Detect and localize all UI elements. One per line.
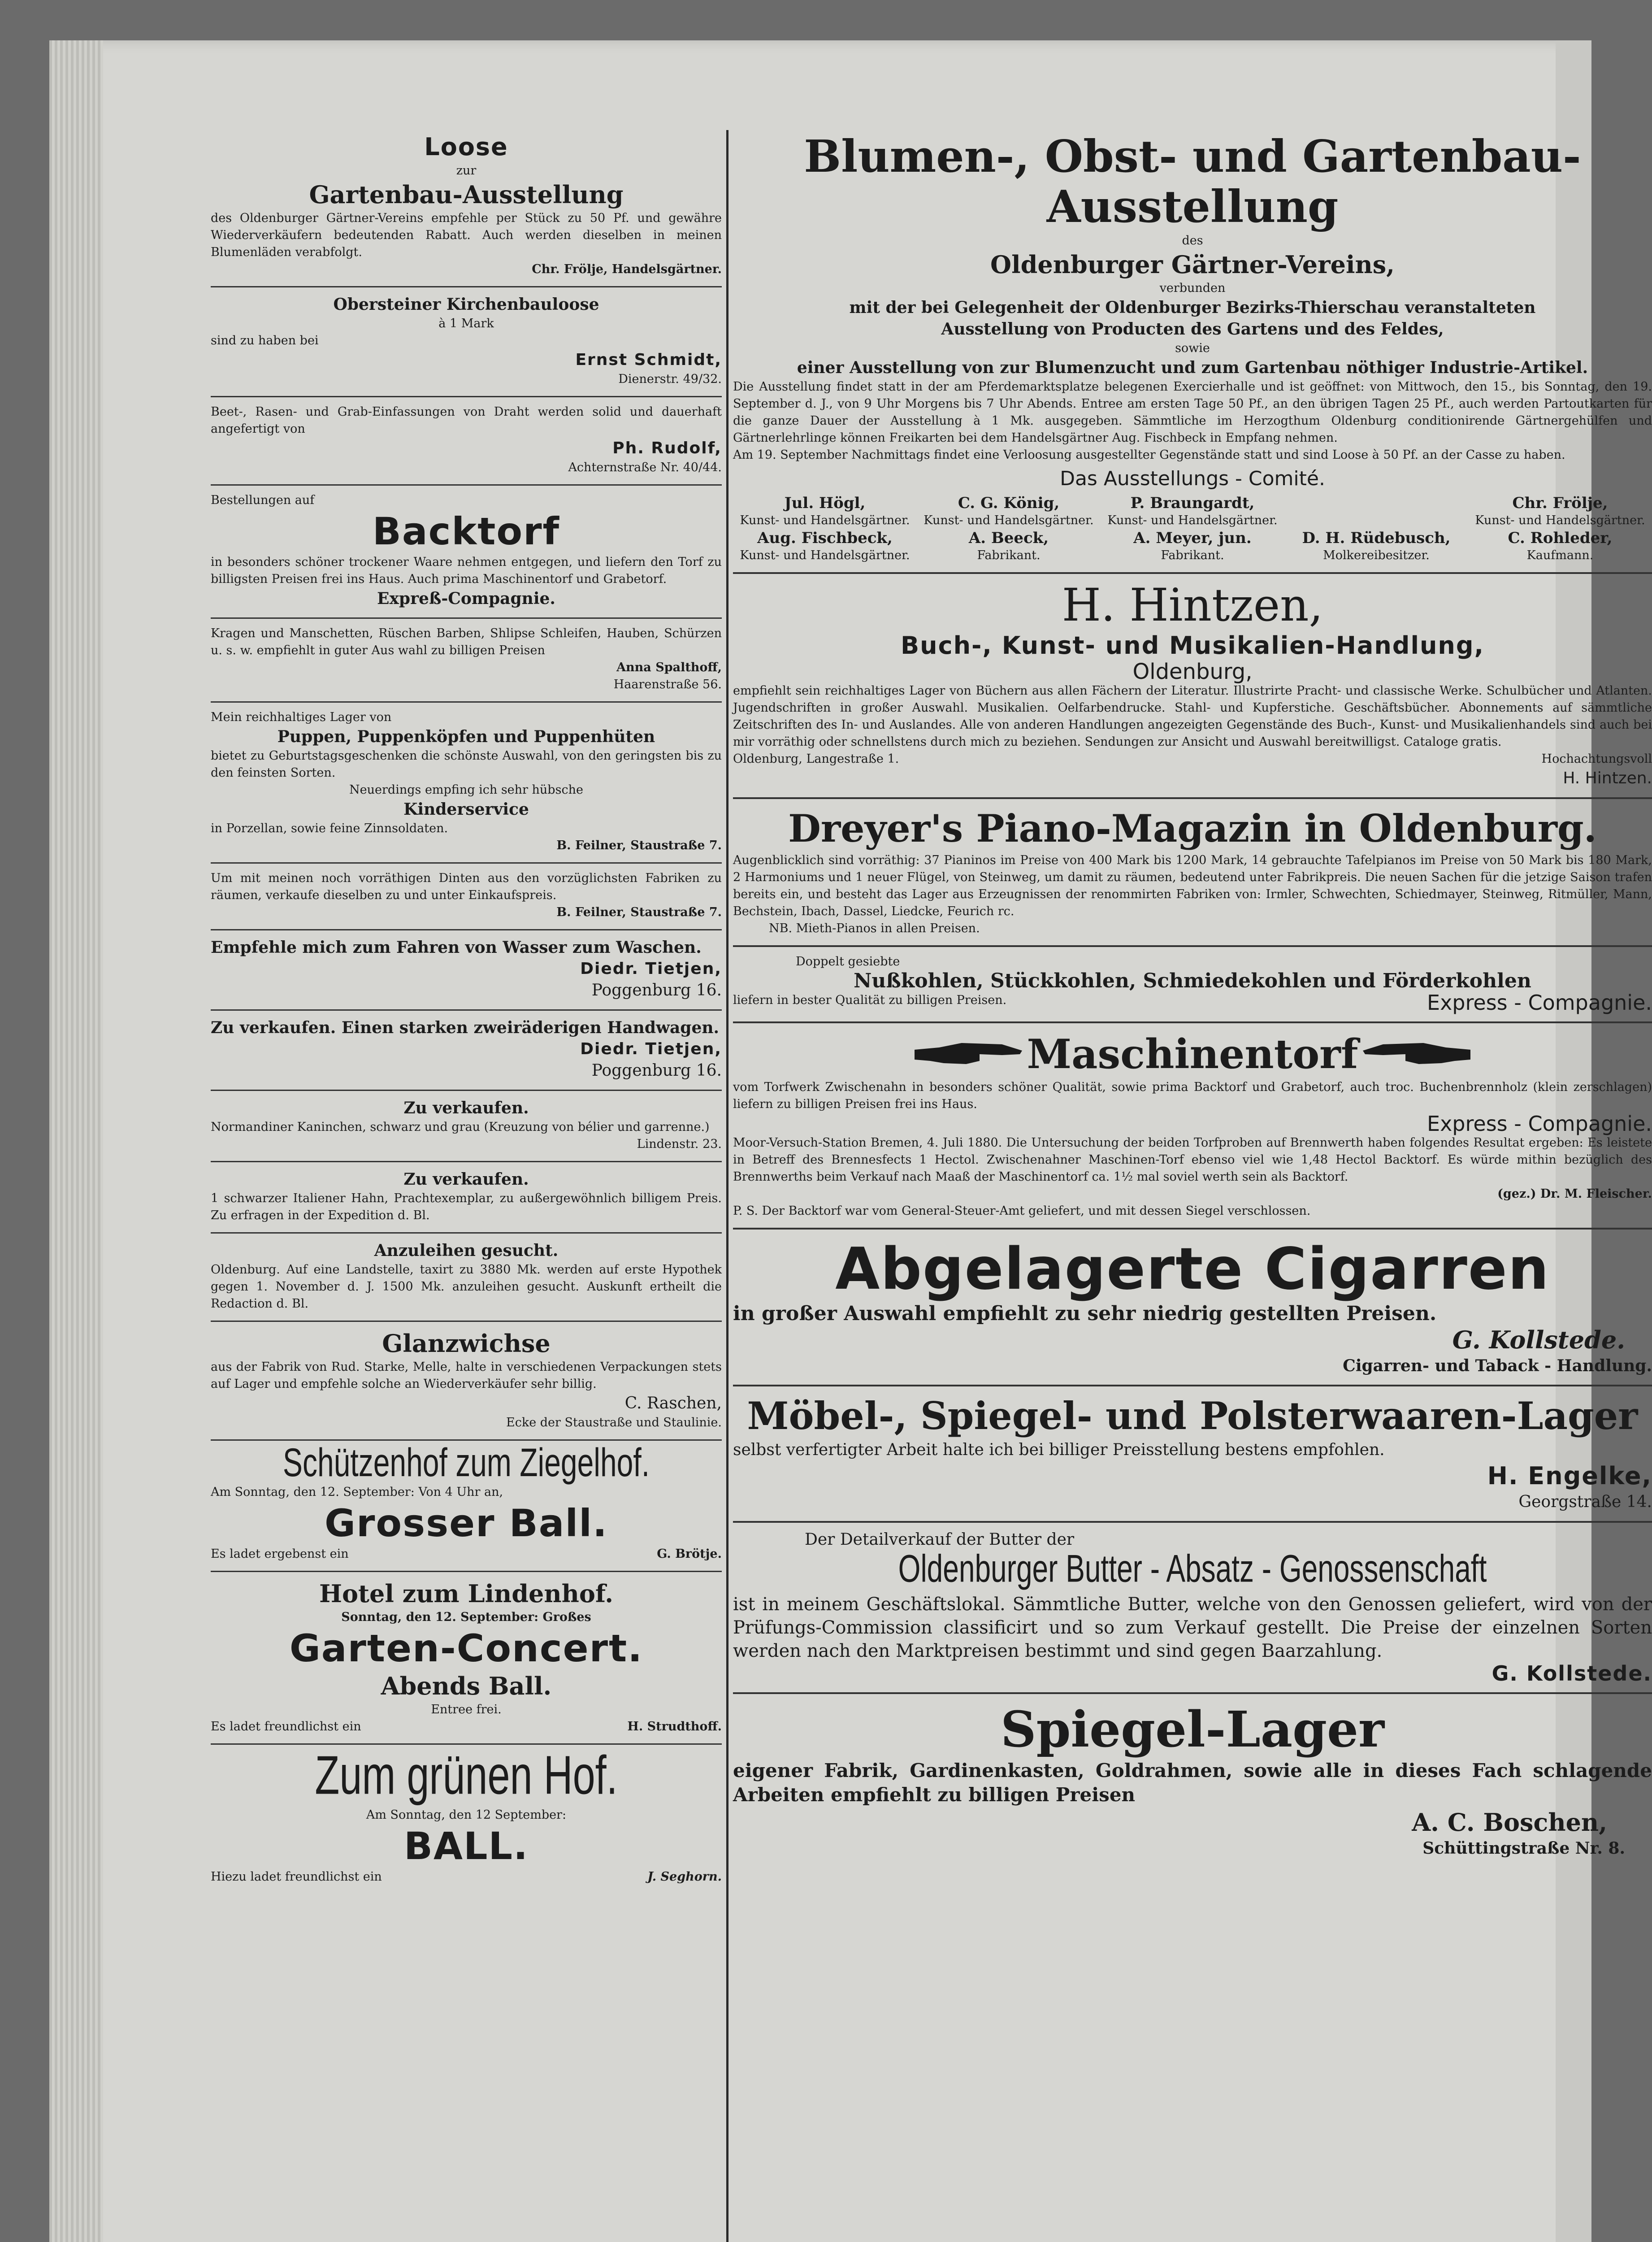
ad-name: Ph. Rudolf,	[612, 439, 722, 457]
ad-title: Anzuleihen gesucht.	[374, 1241, 559, 1260]
ad-text: Bestellungen auf	[211, 493, 315, 507]
member: P. Braungardt, Kunst- und Handelsgärtner.	[1107, 494, 1278, 527]
ad-footer-row	[211, 1868, 722, 1886]
ad-text: Sonntag, den 12. September: Großes	[341, 1610, 591, 1624]
ad-title: Zu verkaufen.	[403, 1170, 529, 1189]
ad-body: Zu verkaufen. Einen starken zweiräderigen Handwagen.	[211, 1018, 720, 1037]
ad-name: Diedr. Tietjen,	[580, 960, 722, 978]
ad-title: Blumen-, Obst- und Gartenbau-Ausstellung	[804, 131, 1581, 233]
ad-signature: G. Kollstede.	[1492, 1661, 1652, 1686]
ad-title: Glanzwichse	[382, 1329, 551, 1358]
ad-text: mit der bei Gelegenheit der Oldenburger Bezirks-Thierschau veranstalteten	[849, 298, 1536, 317]
member: D. H. Rüdebusch, Molkereibesitzer.	[1302, 529, 1451, 562]
ad-lindenhof	[211, 1572, 722, 1745]
ad-text: Der Detailverkauf der Butter der	[805, 1530, 1075, 1549]
ad-text: Am Sonntag, den 12. September: Von 4 Uhr an,	[211, 1485, 503, 1499]
ad-body: Empfehle mich zum Fahren von Wasser zum Waschen.	[211, 938, 702, 957]
ad-puppen	[211, 703, 722, 864]
ad-footer-row	[733, 751, 1652, 768]
ad-name: Ernst Schmidt,	[575, 351, 722, 369]
ad-text: zur	[456, 164, 477, 178]
ad-butter	[733, 1523, 1652, 1694]
pointing-hand-icon	[912, 1036, 1024, 1072]
ad-subtitle: Buch-, Kunst- und Musikalien-Handlung,	[900, 631, 1485, 660]
ad-title: Loose	[424, 133, 508, 161]
member: Chr. Frölje, Kunst- und Handelsgärtner.	[1475, 494, 1645, 527]
ad-maschinentorf	[733, 1023, 1652, 1230]
ad-signature: Express - Compagnie.	[1427, 1112, 1652, 1136]
ad-text: Doppelt gesiebte	[796, 955, 900, 969]
ad-body: Kragen und Manschetten, Rüschen Barben, Shlipse Schleifen, Hauben, Schürzen u. s. w. empfiehlt in guter Aus wahl zu billigen Preisen	[211, 626, 722, 657]
ad-title: H. Hintzen,	[1062, 579, 1323, 631]
ad-moebel	[733, 1386, 1652, 1523]
ad-text: Ausstellung von Producten des Gartens und des Feldes,	[941, 320, 1444, 339]
ad-title: Hotel zum Lindenhof.	[319, 1579, 613, 1608]
ad-obersteiner	[211, 287, 722, 397]
ad-text: in Porzellan, sowie feine Zinnsoldaten.	[211, 821, 448, 835]
ad-text: Am Sonntag, den 12 September:	[366, 1808, 567, 1822]
ad-text: Entree frei.	[431, 1703, 502, 1716]
ad-text: à 1 Mark	[438, 317, 494, 330]
ad-heading: Gartenbau-Ausstellung	[309, 180, 624, 209]
ad-wasser	[211, 930, 722, 1011]
ad-signature: J. Seghorn.	[647, 1870, 722, 1884]
ad-body: ist in meinem Geschäftslokal. Sämmtliche Butter, welche von den Genossen geliefert, wird von der Prüfungs-Commission classificirt und so zum Verkauf gestellt. Die Preise der einzelnen Sorten werden nach den Marktpreisen bestimmt und sind gegen Baarzahlung.	[733, 1594, 1652, 1661]
ad-invite: Es ladet freundlichst ein	[211, 1720, 361, 1734]
ad-ausstellung	[733, 126, 1652, 574]
ad-backtorf	[211, 486, 722, 619]
ad-text: sind zu haben bei	[211, 334, 319, 348]
ad-comite: Das Ausstellungs - Comité.	[1060, 467, 1325, 490]
ad-text: sowie	[1175, 341, 1210, 355]
ad-body: empfiehlt sein reichhaltiges Lager von Büchern aus allen Fächern der Literatur. Illustrirte Pracht- und classische Werke. Schulbücher und Atlanten. Jugendschriften in großer Auswahl. Musikalien. Oelfarbendrucke. Stahl- und Kupferstiche. Geschäftsbücher. Abonnements auf sämmtliche Zeitschriften des In- und Auslandes. Alle von anderen Handlungen angezeigten Gegenstände des Buch-, Kunst- und Musikalienhandels sind auch bei mir vorräthig oder schnellstens durch mich zu beziehen. Sendungen zur Ansicht und Auswahl bereitwilligst. Cataloge gratis.	[733, 684, 1652, 749]
ad-address: Georgstraße 14.	[1518, 1493, 1652, 1511]
ad-footer-row	[733, 992, 1652, 1013]
ad-title: Oldenburger Butter - Absatz - Genossenschaft	[898, 1547, 1487, 1590]
ad-signature: Chr. Frölje, Handelsgärtner.	[532, 262, 722, 276]
ad-title: Nußkohlen, Stückkohlen, Schmiedekohlen und Förderkohlen	[854, 969, 1531, 992]
ad-body: Beet-, Rasen- und Grab-Einfassungen von Draht werden solid und dauerhaft angefertigt von	[211, 405, 722, 436]
ad-address: Poggenburg 16.	[591, 1061, 722, 1080]
ad-body: bietet zu Geburtstagsgeschenken die schönste Auswahl, von den geringsten bis zu den feinsten Sorten.	[211, 749, 722, 780]
ad-footer-row	[211, 1546, 722, 1563]
ad-cigarren	[733, 1230, 1652, 1386]
ad-title-row	[733, 1030, 1652, 1079]
ad-body: 1 schwarzer Italiener Hahn, Prachtexemplar, zu außergewöhnlich billigem Preis. Zu erfragen in der Expedition d. Bl.	[211, 1191, 722, 1222]
ad-hintzen	[733, 574, 1652, 799]
ad-name: Diedr. Tietjen,	[580, 1040, 722, 1058]
pointing-hand-icon	[1361, 1036, 1473, 1072]
ad-note: P. S. Der Backtorf war vom General-Steuer-Amt geliefert, und mit dessen Siegel verschlossen.	[733, 1204, 1311, 1218]
ad-address: Schüttingstraße Nr. 8.	[1422, 1839, 1625, 1858]
ad-address: Dienerstr. 49/32.	[618, 372, 722, 386]
ad-text: Mein reichhaltiges Lager von	[211, 710, 392, 724]
ad-name: G. Kollstede.	[1452, 1325, 1625, 1354]
ad-body: Augenblicklich sind vorräthig: 37 Pianinos im Preise von 400 Mark bis 1200 Mark, 14 gebrauchte Tafelpianos im Preise von 50 Mark bis 180 Mark, 2 Harmoniums und 1 neuer Flügel, von Steinweg, um damit zu räumen, bedeutend unter Fabrikpreis. Die neuen Sachen für die jetzige Saison trafen bereits ein, und besteht das Lager aus Erzeugnissen der renommirten Fabriken von: Irmler, Schwechten, Schiedmayer, Steinweg, Ritmüller, Mann, Bechstein, Ibach, Dassel, Liedcke, Feurich rc.	[733, 853, 1652, 918]
ad-note: NB. Mieth-Pianos in allen Preisen.	[769, 921, 980, 935]
member	[1284, 494, 1468, 529]
ad-name: C. Raschen,	[624, 1394, 722, 1412]
ad-glanzwichse	[211, 1322, 722, 1441]
ad-subtitle: Cigarren- und Taback - Handlung.	[1343, 1356, 1652, 1375]
ad-body: selbst verfertigter Arbeit halte ich bei billiger Preisstellung bestens empfohlen.	[733, 1441, 1385, 1459]
comite-members	[733, 494, 1652, 564]
ad-event: BALL.	[404, 1824, 529, 1868]
ad-title: Schützenhof zum Ziegelhof.	[282, 1440, 650, 1485]
ad-body: Am 19. September Nachmittags findet eine Verloosung ausgestellter Gegenstände statt und sind Loose à 50 Pf. an der Casse zu haben.	[733, 448, 1565, 462]
ad-title: Zum grünen Hof.	[315, 1745, 618, 1806]
member: A. Meyer, jun. Fabrikant.	[1133, 529, 1252, 562]
member: C. G. König, Kunst- und Handelsgärtner.	[924, 494, 1094, 527]
ad-body: Normandiner Kaninchen, schwarz und grau (Kreuzung von bélier und garrenne.)	[211, 1120, 710, 1134]
ad-body: liefern in bester Qualität zu billigen Preisen.	[733, 993, 1007, 1007]
ad-gruener-hof	[211, 1745, 722, 1894]
ad-title: Puppen, Puppenköpfen und Puppenhüten	[277, 727, 655, 746]
page-binding	[49, 40, 103, 2242]
right-column	[733, 126, 1652, 1867]
ad-text: Oldenburg,	[1132, 659, 1253, 684]
ad-title: Maschinentorf	[1027, 1030, 1358, 1078]
ad-name: A. C. Boschen,	[1412, 1808, 1607, 1837]
ad-address: Lindenstr. 23.	[637, 1137, 722, 1151]
ad-report: Moor-Versuch-Station Bremen, 4. Juli 1880. Die Untersuchung der beiden Torfproben auf Brennwerth haben folgendes Resultat ergeben: Es leistete in Betreff des Brennesfects 1 Hectol. Zwischenahner Maschinen-Torf ebenso viel wie 1,48 Hectol Backtorf. Es würde mithin bezüglich des Brennwerths beim Verkauf nach Maaß der Maschinentorf ca. 1½ mal soviel werth sein als Backtorf.	[733, 1136, 1652, 1184]
ad-footer-row	[211, 1718, 722, 1735]
ad-signature: H. Hintzen.	[1563, 769, 1652, 787]
ad-address: Achternstraße Nr. 40/44.	[568, 461, 722, 474]
ad-greeting: Hochachtungsvoll	[1541, 752, 1652, 766]
ad-spiegel	[733, 1694, 1652, 1867]
ad-event: Grosser Ball.	[325, 1501, 608, 1545]
column-divider	[726, 130, 728, 2242]
ad-kaninchen	[211, 1091, 722, 1162]
ad-title: Obersteiner Kirchenbauloose	[333, 295, 599, 314]
ad-address: Ecke der Staustraße und Staulinie.	[506, 1416, 722, 1429]
ad-text: des	[1182, 234, 1203, 248]
ad-event: Abends Ball.	[381, 1672, 552, 1700]
ad-title: Kinderservice	[403, 800, 529, 819]
ad-hahn	[211, 1162, 722, 1234]
ad-body: Die Ausstellung findet statt in der am Pferdemarktsplatze belegenen Exercierhalle und ist geöffnet: von Mittwoch, den 15., bis Sonntag, den 19. September d. J., von 9 Uhr Morgens bis 7 Uhr Abends. Entree am ersten Tage 50 Pf., an den übrigen Tagen 25 Pf., auch werden Partoutkarten für die ganze Dauer der Ausstellung à 1 Mk. ausgegeben. Sämmtliche im Herzogthum Oldenburg conditionirende Gärtnergehülfen und Gärtnerlehrlinge können Freikarten bei dem Handelsgärtner Aug. Fischbeck in Empfang nehmen.	[733, 380, 1652, 445]
ad-dreyer	[733, 799, 1652, 947]
ad-signature: H. Strudthoff.	[627, 1720, 722, 1734]
ad-body: vom Torfwerk Zwischenahn in besonders schöner Qualität, sowie prima Backtorf und Grabetorf, auch troc. Buchenbrennholz (klein zerschlagen) liefern zu billigen Preisen frei ins Haus.	[733, 1080, 1652, 1111]
ad-invite: Es ladet ergebenst ein	[211, 1547, 349, 1561]
ad-anzuleihen	[211, 1234, 722, 1322]
ad-event: Garten-Concert.	[289, 1626, 643, 1670]
ad-body: Oldenburg. Auf eine Landstelle, taxirt zu 3880 Mk. werden auf erste Hypothek gegen 1. November d. J. 1500 Mk. anzuleihen gesucht. Auskunft ertheilt die Redaction d. Bl.	[211, 1263, 722, 1311]
ad-heading: Oldenburger Gärtner-Vereins,	[990, 250, 1395, 279]
member: Aug. Fischbeck, Kunst- und Handelsgärtner.	[740, 529, 910, 562]
ad-title: Spiegel-Lager	[1001, 1700, 1384, 1758]
ad-signature: B. Feilner, Staustraße 7.	[556, 905, 722, 919]
ad-title: Dreyer's Piano-Magazin in Oldenburg.	[788, 806, 1597, 851]
ad-text: verbunden	[1159, 281, 1226, 295]
ad-address: Haarenstraße 56.	[613, 678, 722, 691]
ad-title: Zu verkaufen.	[403, 1099, 529, 1117]
ad-body: eigener Fabrik, Gardinenkasten, Goldrahmen, sowie alle in dieses Fach schlagende Arbeiten empfiehlt zu billigen Preisen	[733, 1760, 1652, 1806]
ad-body: aus der Fabrik von Rud. Starke, Melle, halte in verschiedenen Verpackungen stets auf Lager und empfehle solche an Wiederverkäufer sehr billig.	[211, 1360, 722, 1391]
ad-name: H. Engelke,	[1487, 1462, 1652, 1490]
ad-title: Abgelagerte Cigarren	[835, 1236, 1550, 1303]
ad-name: Anna Spalthoff,	[616, 660, 722, 674]
ad-dinten	[211, 864, 722, 930]
ad-kragen	[211, 619, 722, 703]
ad-title: Möbel-, Spiegel- und Polsterwaaren-Lager	[747, 1394, 1638, 1438]
left-column	[211, 126, 722, 1894]
ad-handwagen	[211, 1011, 722, 1091]
ad-text: Neuerdings empfing ich sehr hübsche	[349, 783, 583, 797]
ad-title: Backtorf	[372, 509, 560, 553]
ad-body: in großer Auswahl empfiehlt zu sehr niedrig gestellten Preisen.	[733, 1302, 1437, 1325]
ad-invite: Hiezu ladet freundlichst ein	[211, 1870, 382, 1884]
ad-loose	[211, 126, 722, 287]
ad-body: des Oldenburger Gärtner-Vereins empfehle per Stück zu 50 Pf. und gewähre Wiederverkäufern bedeutenden Rabatt. Auch werden dieselben in meinen Blumenläden verabfolgt.	[211, 211, 722, 259]
ad-signature: (gez.) Dr. M. Fleischer.	[1497, 1187, 1652, 1201]
member: C. Rohleder, Kaufmann.	[1508, 529, 1613, 562]
ad-signature: Expreß-Compagnie.	[377, 589, 555, 608]
ad-signature: G. Brötje.	[657, 1547, 722, 1561]
ad-kohlen	[733, 947, 1652, 1023]
ad-address: Poggenburg 16.	[591, 981, 722, 999]
ad-einfassungen	[211, 397, 722, 486]
member: A. Beeck, Fabrikant.	[968, 529, 1049, 562]
ad-text: einer Ausstellung von zur Blumenzucht und zum Gartenbau nöthiger Industrie-Artikel.	[797, 358, 1588, 377]
ad-body: Um mit meinen noch vorräthigen Dinten aus den vorzüglichsten Fabriken zu räumen, verkaufe dieselben zu und unter Einkaufspreis.	[211, 871, 722, 902]
member: Jul. Högl, Kunst- und Handelsgärtner.	[740, 494, 910, 527]
ad-body: in besonders schöner trockener Waare nehmen entgegen, und liefern den Torf zu billigsten Preisen frei ins Haus. Auch prima Maschinentorf und Grabetorf.	[211, 555, 722, 586]
ad-signature: Express - Compagnie.	[1427, 991, 1652, 1015]
ad-place: Oldenburg, Langestraße 1.	[733, 752, 899, 766]
newspaper-page	[49, 40, 1652, 2242]
ad-schuetzenhof	[211, 1441, 722, 1572]
ad-signature: B. Feilner, Staustraße 7.	[556, 839, 722, 852]
